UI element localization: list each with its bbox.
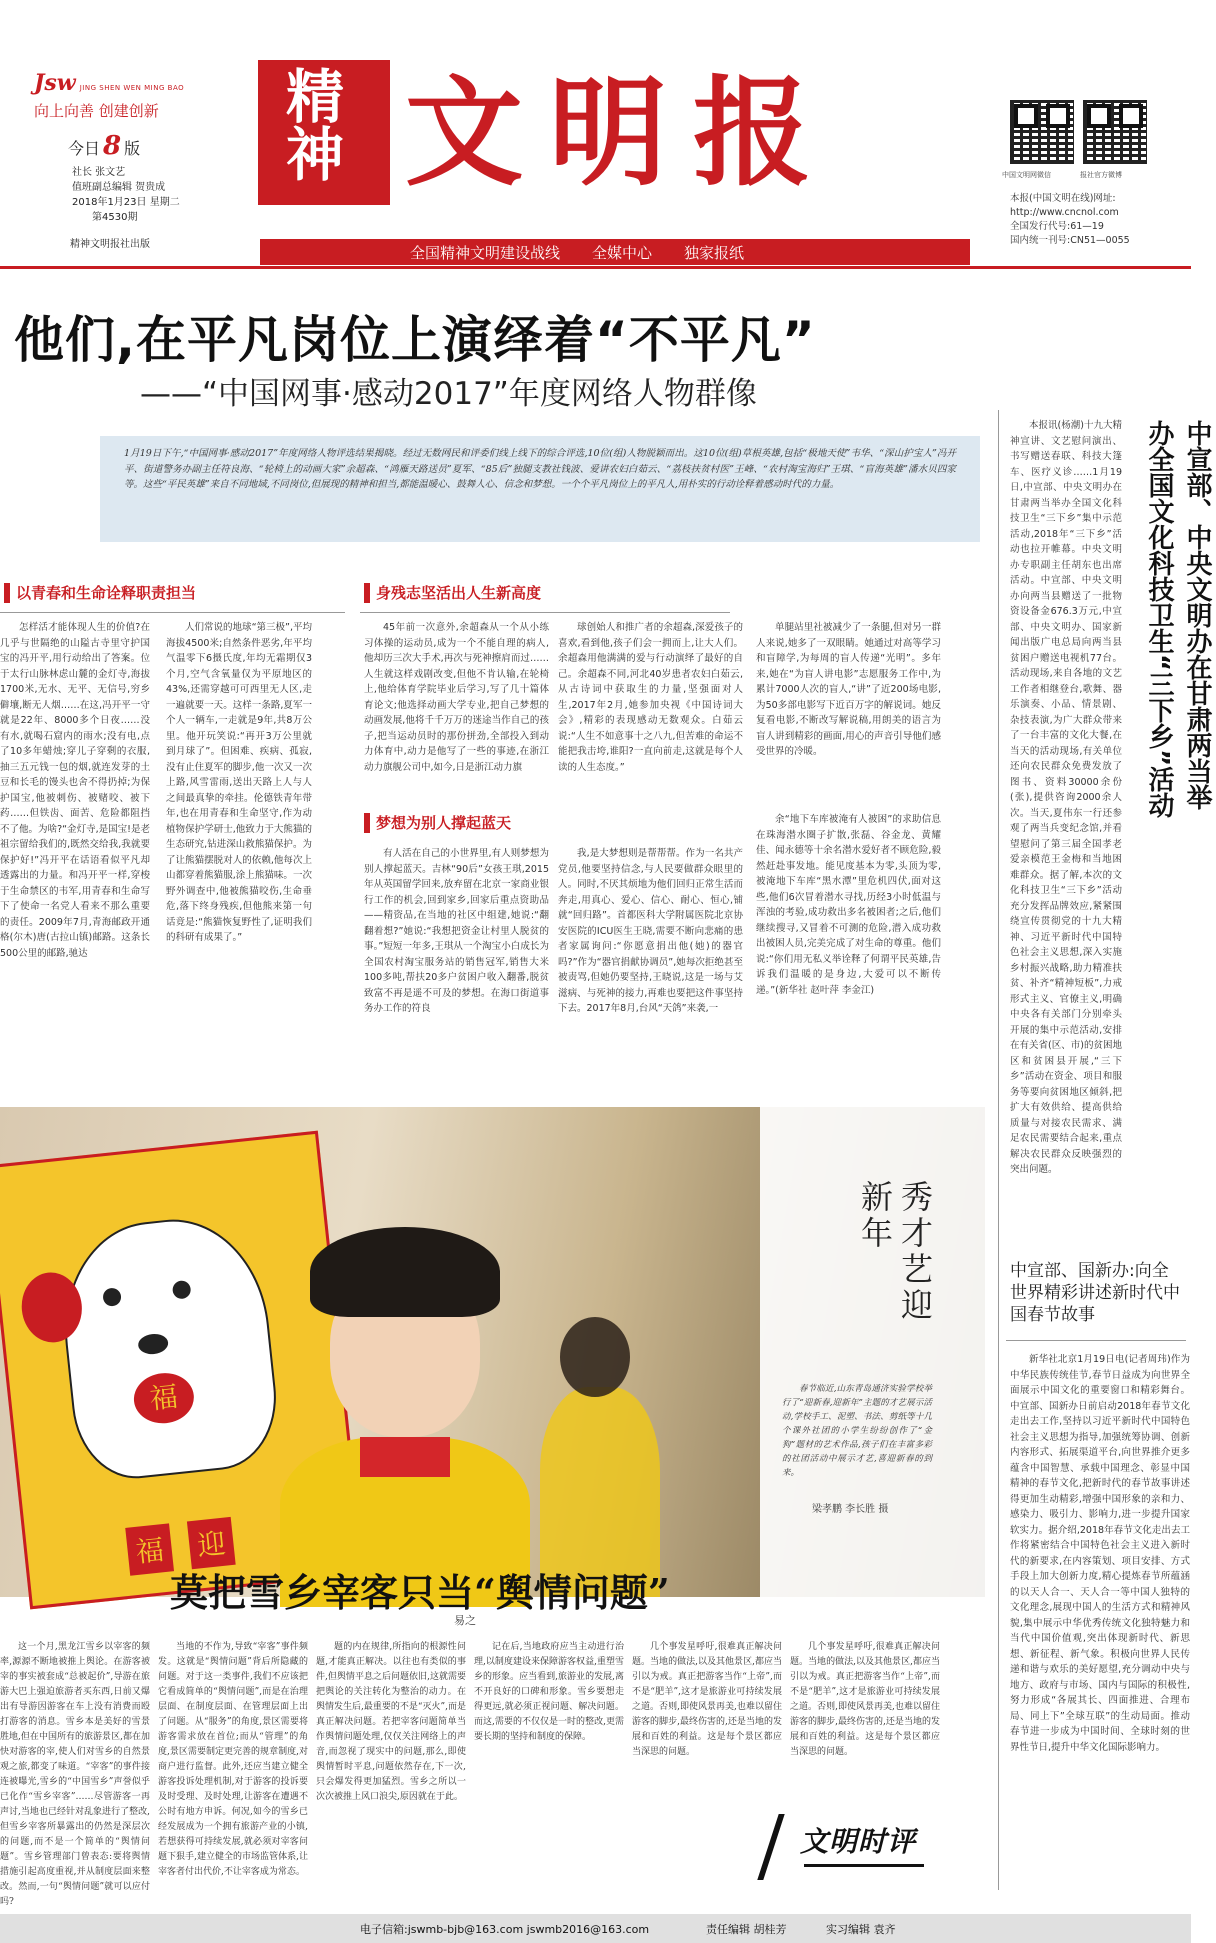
qr-code-weibo [1083,100,1147,164]
divider [998,410,999,1890]
logo-pinyin: JING SHEN WEN MING BAO [79,84,185,92]
footer-email[interactable]: 电子信箱:jswmb-bjb@163.com jswmb2016@163.com [360,1923,650,1936]
column-logo [768,1806,928,1886]
commentary-column-3 [316,1640,466,1910]
banner-item-3: 独家报纸 [684,243,745,262]
photo-credit: 梁孝鹏 李长胜 摄 [812,1504,889,1515]
section2-text-1: 45年前一次意外,余超森从一个从小练习体操的运动员,成为一个不能自理的病人,他却历三次大手术,再次与死神擦肩而过……人生就这样戏剧改变,但他不肯认输,在轮椅上,他给体育学院毕业后学习,写了几十篇体育论文;他选择动画大学专业,把自己梦想的动画发展,他将千千万万的迷途当作自己的孩子,把当运动员时的那份拼劲,全部投入到动力体育中,动力是他写了一些的事迹,在浙江动力旗舰公司中,如今,日是浙江动力旗 [364,622,549,773]
commentary-column-6 [790,1640,940,1800]
qr-label-wechat: 中国文明网微信 [1002,171,1051,179]
today-label: 今日 [68,139,101,158]
slogan: 向上向善 创建创新 [34,102,159,120]
newspaper-title: 文明报 [405,63,838,202]
section-heading-text: 以青春和生命诠释职责担当 [16,584,197,602]
section1-text-2: 人们常说的地球“第三极”,平均海拔4500米;自然条件恶劣,年平均气温零下6摄氏度,年均无霜期仅3个月,空气含氧量仅为平原地区的43%,还需穿越可可西里无人区,走一遍就要一天。这样一条路,夏军一个人一辆车,一走就是9年,共8万公里。他开玩笑说:“再开3万公里就到月球了”。但困难、疾病、孤寂,没有止住夏军的脚步,他一次又一次上路,风雪雷雨,送出天路上人与人之间最真挚的牵挂。伦德铁青年带年,也在用青春和生命坚守,作为动植物保护学研士,他致力于大熊猫的生态研究,钻进深山救熊猫保护。为了让熊猫摆脱对人的依赖,他每次上山都穿着熊猫服,涂上熊猫味。一次野外调查中,他被熊猫咬伤,生命垂危,落下终身残疾,但他熊来第一句话竟是:“熊猫恢复野性了,证明我们的科研有成果了。” [166,622,312,943]
banner-item-2: 全媒中心 [592,243,653,262]
news2-title: 中宣部、国新办:向全世界精彩讲述新时代中国春节故事 [1010,1261,1180,1325]
section3-text-2: 我,是大梦想则是帮帮帮。作为一名共产党员,他要坚持信念,与人民要做群众眼里的人。同时,不厌其烦地为他们回归正常生活而奔走,用真心、爱心、信心、耐心、恒心,铺就“回归路”。首都医科大学附属医院北京协安医院的ICU医生王晓,需要不断向悲痛的患者家属询问:“你愿意捐出他(她)的器官吗?”作为“器官捐献协调员”,她每次拒绝甚至被责骂,但她仍要坚持,王晓说,这是一场与艾滋病、与死神的接力,再难也要把这件事坚持下去。2017年8月,台风“天鸽”来袭,一 [558,848,743,1014]
pages-unit: 版 [124,139,141,158]
right-column-text: 本报讯(杨潮)十九大精神宣讲、文艺慰问演出、书写赠送春联、科技大篷车、医疗义诊……1月19日,中宣部、中央文明办在甘肃两当举办全国文化科技卫生“三下乡”集中示范活动,2018年“三下乡”活动也拉开帷幕。中央文明办专职副主任胡东也出席活动。中宣部、中央文明办向两当县赠送了一批物资设备金676.3万元,中宣部、中央文明办、国家新闻出版广电总局向两当县贫困户赠送电视机77台。活动现场,来自各地的文艺工作者相继登台,歌舞、器乐演奏、小品、情景剧、杂技表演,为广大群众带来了一台丰富的文化大餐,在当天的活动现场,有关单位还向农民群众免费发放了图书、资料30000余份(张),提供咨询2000余人次。当天,夏伟东一行还参观了两当兵变纪念馆,并看望慰问了第三届全国孝老爱亲模范王金梅和当地困难群众。据了解,本次的文化科技卫生“三下乡”活动充分发挥品牌效应,紧紧围绕宣传贯彻党的十九大精神、习近平新时代中国特色社会主义思想,深入实施乡村振兴战略,助力精准扶贫、补齐“精神短板”,力戒形式主义、官僚主义,明确中央各有关部门分别牵头开展的集中示范活动,安排在有关省(区、市)的贫困地区和贫困县开展,“三下乡”活动在资金、项目和服务等要向贫困地区倾斜,把扩大有效供给、提高供给质量与对接农民需求、满足农民需要结合起来,重点解决农民群众反映强烈的突出问题。 [1010,420,1122,1175]
news2-body [1010,1352,1190,1882]
commentary-column-2 [158,1640,308,1910]
title-seal [258,60,390,205]
red-scarf [360,1437,450,1477]
section3-text-1: 有人活在自己的小世界里,有人则梦想为别人撑起蓝天。吉林“90后”女孩王琪,2015年从英国留学回来,放弃留在北京一家商业银行工作的机会,回到家乡,回家后重点资助品——精资品,在当地的社区中组建,她说:“翻翻着想?”她说:“我想把资金让村里人脱贫的事。”短短一年多,王琪从一个淘宝小白成长为全国农村淘宝服务站的销售冠军,销售大米100多吨,帮扶20多户贫困户收入翻番,脱贫致富不再是遥不可及的梦想。在海口街道事务办工作的符良 [364,848,549,1014]
commentary-column-1 [0,1640,150,1910]
divider [0,612,345,613]
lead-subhead: ——“中国网事·感动2017”年度网络人物群像 [140,376,757,412]
section-heading-2 [364,582,541,603]
divider [804,1864,924,1867]
section2-text-2: 球创始人和推广者的余超森,深爱孩子的喜欢,看到他,孩子们会一拥而上,让大人们。余超森用他满满的爱与行动演绎了最好的自己。余超森不同,河北40岁患者农妇白茹云,从古诗词中获取生的力量,坚强面对人生,2017年2月,她参加央视《中国诗词大会》,精彩的表现感动无数观众。白茹云说:“人生不如意事十之八九,但苦难的命运不能把我击垮,谁阳?一直向前走,这就是每个人读的人生态度。” [558,622,743,773]
section2-column-3 [756,620,941,798]
section2-column-1 [364,620,549,798]
commentary-headline: 莫把雪乡宰客只当“舆情问题” [170,1570,670,1615]
section3-column-3 [756,812,941,1046]
president: 社长 张文艺 [72,167,126,178]
qr-code-wechat [1010,100,1074,164]
commentary-text-1: 这一个月,黑龙江雪乡以宰客的频率,源源不断地被推上舆论。在游客被宰的事实被套成“总被起价”,导游在旅游大巴上强迫旅游者买东西,日前又爆出有导游因游客在车上没有消费而殴打游客的消息。雪乡本是美好的雪景胜地,但在中国所有的旅游景区,都在加快对游客的宰,使人们对雪乡的自然景观之旅,都变了味道。“宰客”的事件接连被曝光,雪乡的“中国雪乡”声誉似乎已化作“雪乡宰客”……尽管游客一再声讨,当地也已经针对乱象进行了整改,但雪乡宰客所暴露出的仍然是深层次的问题,而不是一个简单的“舆情问题”。雪乡管理部门曾表态:要将舆情措施引起高度重视,并从制度层面来整改。然而,一句“舆情问题”就可以应付吗? [0,1642,150,1907]
section2-text-3: 单腿站里社被减少了一条腿,但对另一群人来说,她多了一双眼睛。她通过对高等学习和盲障学,为每周的盲人传递“光明”。多年来,她在“为盲人讲电影”志愿服务工作中,为累计7000人次的盲人,“讲”了近200场电影,为50多部电影写下近百万字的解说词。她反复看电影,不断改写解说稿,用朗美的语言为盲人讲到精彩的画面,用心的声音引导他们感受世界的冷暖。 [756,622,941,757]
masthead-rule [0,266,1191,269]
publisher: 精神文明报社出版 [70,239,150,250]
masthead-left-block [34,70,224,250]
cn-number: 国内统一刊号:CN51—0055 [1010,235,1130,246]
column-logo-text: 文明时评 [800,1825,917,1858]
title-script: 精神 [276,66,344,182]
logo-mark: Jsw [34,70,76,96]
postal-code: 全国发行代号:61—19 [1010,221,1104,232]
commentary-text-2: 当地的不作为,导致“宰客”事件频发。这就是“舆情问题”背后所隐藏的问题。对于这一类事件,我们不应该把它看成简单的“舆情问题”,而是在治理层面、在制度层面、在管理层面上出了问题。从“服务”的角度,景区需要将游客需求放在首位;而从“管理”的角度,景区需要制定更完善的规章制度,对商户进行监督。此外,还应当建立健全游客投诉处理机制,对于游客的投诉要及时受理、及时处理,让游客在遭遇不公时有地方申诉。何况,如今的雪乡已经发展成为一个拥有旅游产业的小镇,若想获得可持续发展,就必须对宰客问题下狠手,建立健全的市场监管体系,让宰客者付出代价,不让宰客成为常态。 [158,1642,308,1877]
section-heading-text: 身残志坚活出人生新高度 [376,584,542,602]
section3-text-3: 余“地下车库被淹有人被困”的求助信息在珠海潜水圈子扩散,张磊、谷金龙、黄耀佳、闻永德等十余名潜水爱好者不顾危险,毅然赶赴事发地。能见度基本为零,头顶为零,被淹地下车库“黑水潭”里危机四伏,面对这些,他们6次冒着潜水寻找,历经3小时低温与浑浊的考验,成功救出多名被困者;之后,他们继续搜寻,又冒着不可测的危险,潜入成功救出被困人员,完美完成了对生命的尊重。他们说:“你们用无私义举诠释了何谓平民英雄,告诉我们温暖的是身边,大爱可以不断传递。”(新华社 赵叶萍 李金江) [756,814,941,996]
commentary-column-4 [474,1640,624,1910]
section1-column-1 [0,620,150,1070]
commentary-text-4: 记在后,当地政府应当主动进行治理,以制度建设来保障游客权益,重塑雪乡的形象。应当看到,旅游业的发展,离不开良好的口碑和形象。雪乡要想走得更远,就必须正视问题、解决问题。而这,需要的不仅仅是一时的整改,更需要长期的坚持和制度的保障。 [474,1642,624,1742]
divider [1006,1340,1186,1341]
lead-headline: 他们,在平凡岗位上演绎着“不平凡” [14,311,816,369]
photo-vertical-caption: 秀才艺迎新年 [856,1180,934,1324]
section-heading-text: 梦想为别人撑起蓝天 [376,814,512,832]
lead-intro: 1月19日下午,“中国网事·感动2017”年度网络人物评选结果揭晓。经过无数网民和评委们线上线下的综合评选,10位(组)人物脱颖而出。这10位(组)草根英雄,包括“极地天使”韦华、“深山护宝人”冯开平、街道警务办副主任符良海、“轮椅上的动画大家”余超森、“鸿雁天路送员”夏军、“85后”独腿支教社钱波、爱讲农妇白茹云、“荔枝扶贫村医”王峰、“农村淘宝海归”王琪、“盲海英雄”潘水贝四家等。这些“平民英雄”来自不同地域,不同岗位,但展现的精神和担当,都能温暖心、鼓舞人心、信念和梦想。一个个平凡岗位上的平凡人,用朴实的行动诠释着感动时代的力量。 [124,448,956,490]
today-pages: 8 [103,131,122,161]
section3-column-2 [558,846,743,1046]
issue-number: 第4530期 [92,212,138,223]
section-heading-1 [4,582,196,603]
fu-character: 福 [125,1523,174,1575]
masthead-info [1010,192,1130,248]
section-heading-3 [364,812,511,833]
photo-caption [782,1382,932,1482]
issue-date: 2018年1月23日 星期二 [72,197,180,208]
dog-figure [54,1210,283,1484]
photo-caption-text: 春节临近,山东青岛通济实验学校举行了“迎新春,迎新年”主题的才艺展示活动,学校手工、泥塑、书法、剪纸等十几个课外社团的小学生纷纷创作了“金狗”题材的艺术作品,孩子们在丰富多彩的社团活动中展示才艺,喜迎新春的到来。 [782,1384,932,1478]
commentary-text-6: 几个事发星呼吁,很难真正解决问题。当地的做法,以及其他景区,都应当引以为戒。真正把游客当作“上帝”,而不是“肥羊”,这才是旅游业可持续发展之道。否则,即使风景再美,也难以留住游客的脚步,最终伤害的,还是当地的发展和百姓的利益。这是每个景区都应当深思的问题。 [790,1642,940,1757]
dog-badge: 福 [131,1370,196,1426]
right-column-body [1010,418,1122,1188]
footer-intern: 实习编辑 袁齐 [826,1923,896,1936]
section3-column-1 [364,846,549,1046]
heading-mark [364,583,370,603]
girl-hair [310,1227,500,1317]
commentary-byline: 易之 [454,1614,476,1627]
section1-column-2 [166,620,312,1070]
commentary-text-3: 题的内在规律,所指向的根源性问题,才能真正解决。以往也有类似的事件,但舆情平息之后问题依旧,这就需要把舆论的关注转化为整治的动力。在舆情发生后,最重要的不是“灭火”,而是真正解决问题。若把宰客问题简单当作舆情问题处理,仅仅关注网络上的声音,而忽视了现实中的问题,那么,即使舆情暂时平息,问题依然存在,下一次,只会爆发得更加猛烈。雪乡之所以一次次被推上风口浪尖,原因就在于此。 [316,1642,466,1802]
website-url[interactable]: http://www.cncnol.com [1010,207,1119,218]
masthead-banner [260,239,970,265]
section1-text-1: 怎样活才能体现人生的价值?在几乎与世隔绝的山隘古寺里守护国宝的冯开平,用行动给出了答案。位于太行山脉林虑山麓的金灯寺,海拔1700米,无水、无平、无信号,穷乡僻壤,断无人烟……在这,冯开平一守就是22年、8000多个日夜……没有水,就喝石窟内的雨水;没有电,点了10多年蜡烛;穿儿子穿剩的衣服,抽三五元钱一包的烟,就连发芽的土豆和长毛的馒头也舍不得扔掉;为保护国宝,他被刺伤、被赌咬、被下药……但铁齿、面苦、危险都阻挡不了他。为啥?“金灯寺,是国宝!是老祖宗留给我们的,既然交给我,我就要保护好!”冯开平在话语看似平凡却透露出的力量。和冯开平一样,穿梭于生命禁区的韦军,用青春和生命写下了使命一名党人看来不那么重要的责任。2009年7月,青海邮政开通格(尔木)唐(古拉山镇)邮路。这条长500公里的邮路,驰达 [0,622,150,959]
heading-mark [4,583,10,603]
website-label: 本报(中国文明在线)网址: [1010,193,1116,204]
banner-item-1: 全国精神文明建设战线 [410,243,561,262]
background-student-head [560,1317,630,1397]
commentary-text-5: 几个事发星呼吁,很难真正解决问题。当地的做法,以及其他景区,都应当引以为戒。真正把游客当作“上帝”,而不是“肥羊”,这才是旅游业可持续发展之道。否则,即使风景再美,也难以留住游客的脚步,最终伤害的,还是当地的发展和百姓的利益。这是每个景区都应当深思的问题。 [632,1642,782,1757]
lead-intro-box [100,436,980,542]
duty-editor: 值班副总编辑 贺贵成 [72,182,166,193]
ying-character: 迎 [187,1517,236,1569]
right-vertical-headline: 中宣部、中央文明办在甘肃两当举办全国文化科技卫生“三下乡”活动 [1144,420,1212,819]
news2-text: 新华社北京1月19日电(记者周玮)作为中华民族传统佳节,春节日益成为向世界全面展示中国文化的重要窗口和精彩舞台。中宣部、国新办日前启动2018年春节文化走出去工作,坚持以习近平新时代中国特色社会主义思想为指导,加强统筹协调、创新内容形式、拓展渠道平台,向世界推介更多蕴含中国智慧、承载中国理念、彰显中国精神的春节文化,把新时代的春节故事讲述得更加生动精彩,增强中国形象的亲和力、感染力、吸引力、影响力,进一步提升国家软实力。据介绍,2018年春节文化走出去工作将紧密结合中国特色社会主义进入新时代的新要求,在内容策划、项目安排、方式手段上加大创新力度,精心提炼春节所蕴涵的以天人合一、天人合一等中国人独特的文化理念,展现中国人的生活方式和精神风貌,集中展示中华优秀传统文化独特魅力和当代中国价值观,突出体现新时代、新思想、新征程、新气象。积极向世界人民传递和谐与欢乐的美好愿望,充分调动中央与地方、政府与市场、国内与国际的积极性,努力形成“各展其长、四面推进、合理布局、同上下”全球互联”的生动局面。推动春节进一步成为中国时间、全球时刻的世界性节日,提升中华文化国际影响力。 [1010,1354,1190,1753]
section2-column-2 [558,620,743,798]
qr-label-weibo: 报社官方微博 [1080,171,1122,179]
photo-students-art [0,1107,985,1597]
footer-editor: 责任编辑 胡桂芳 [706,1923,787,1936]
divider [360,612,730,613]
heading-mark [364,813,370,833]
